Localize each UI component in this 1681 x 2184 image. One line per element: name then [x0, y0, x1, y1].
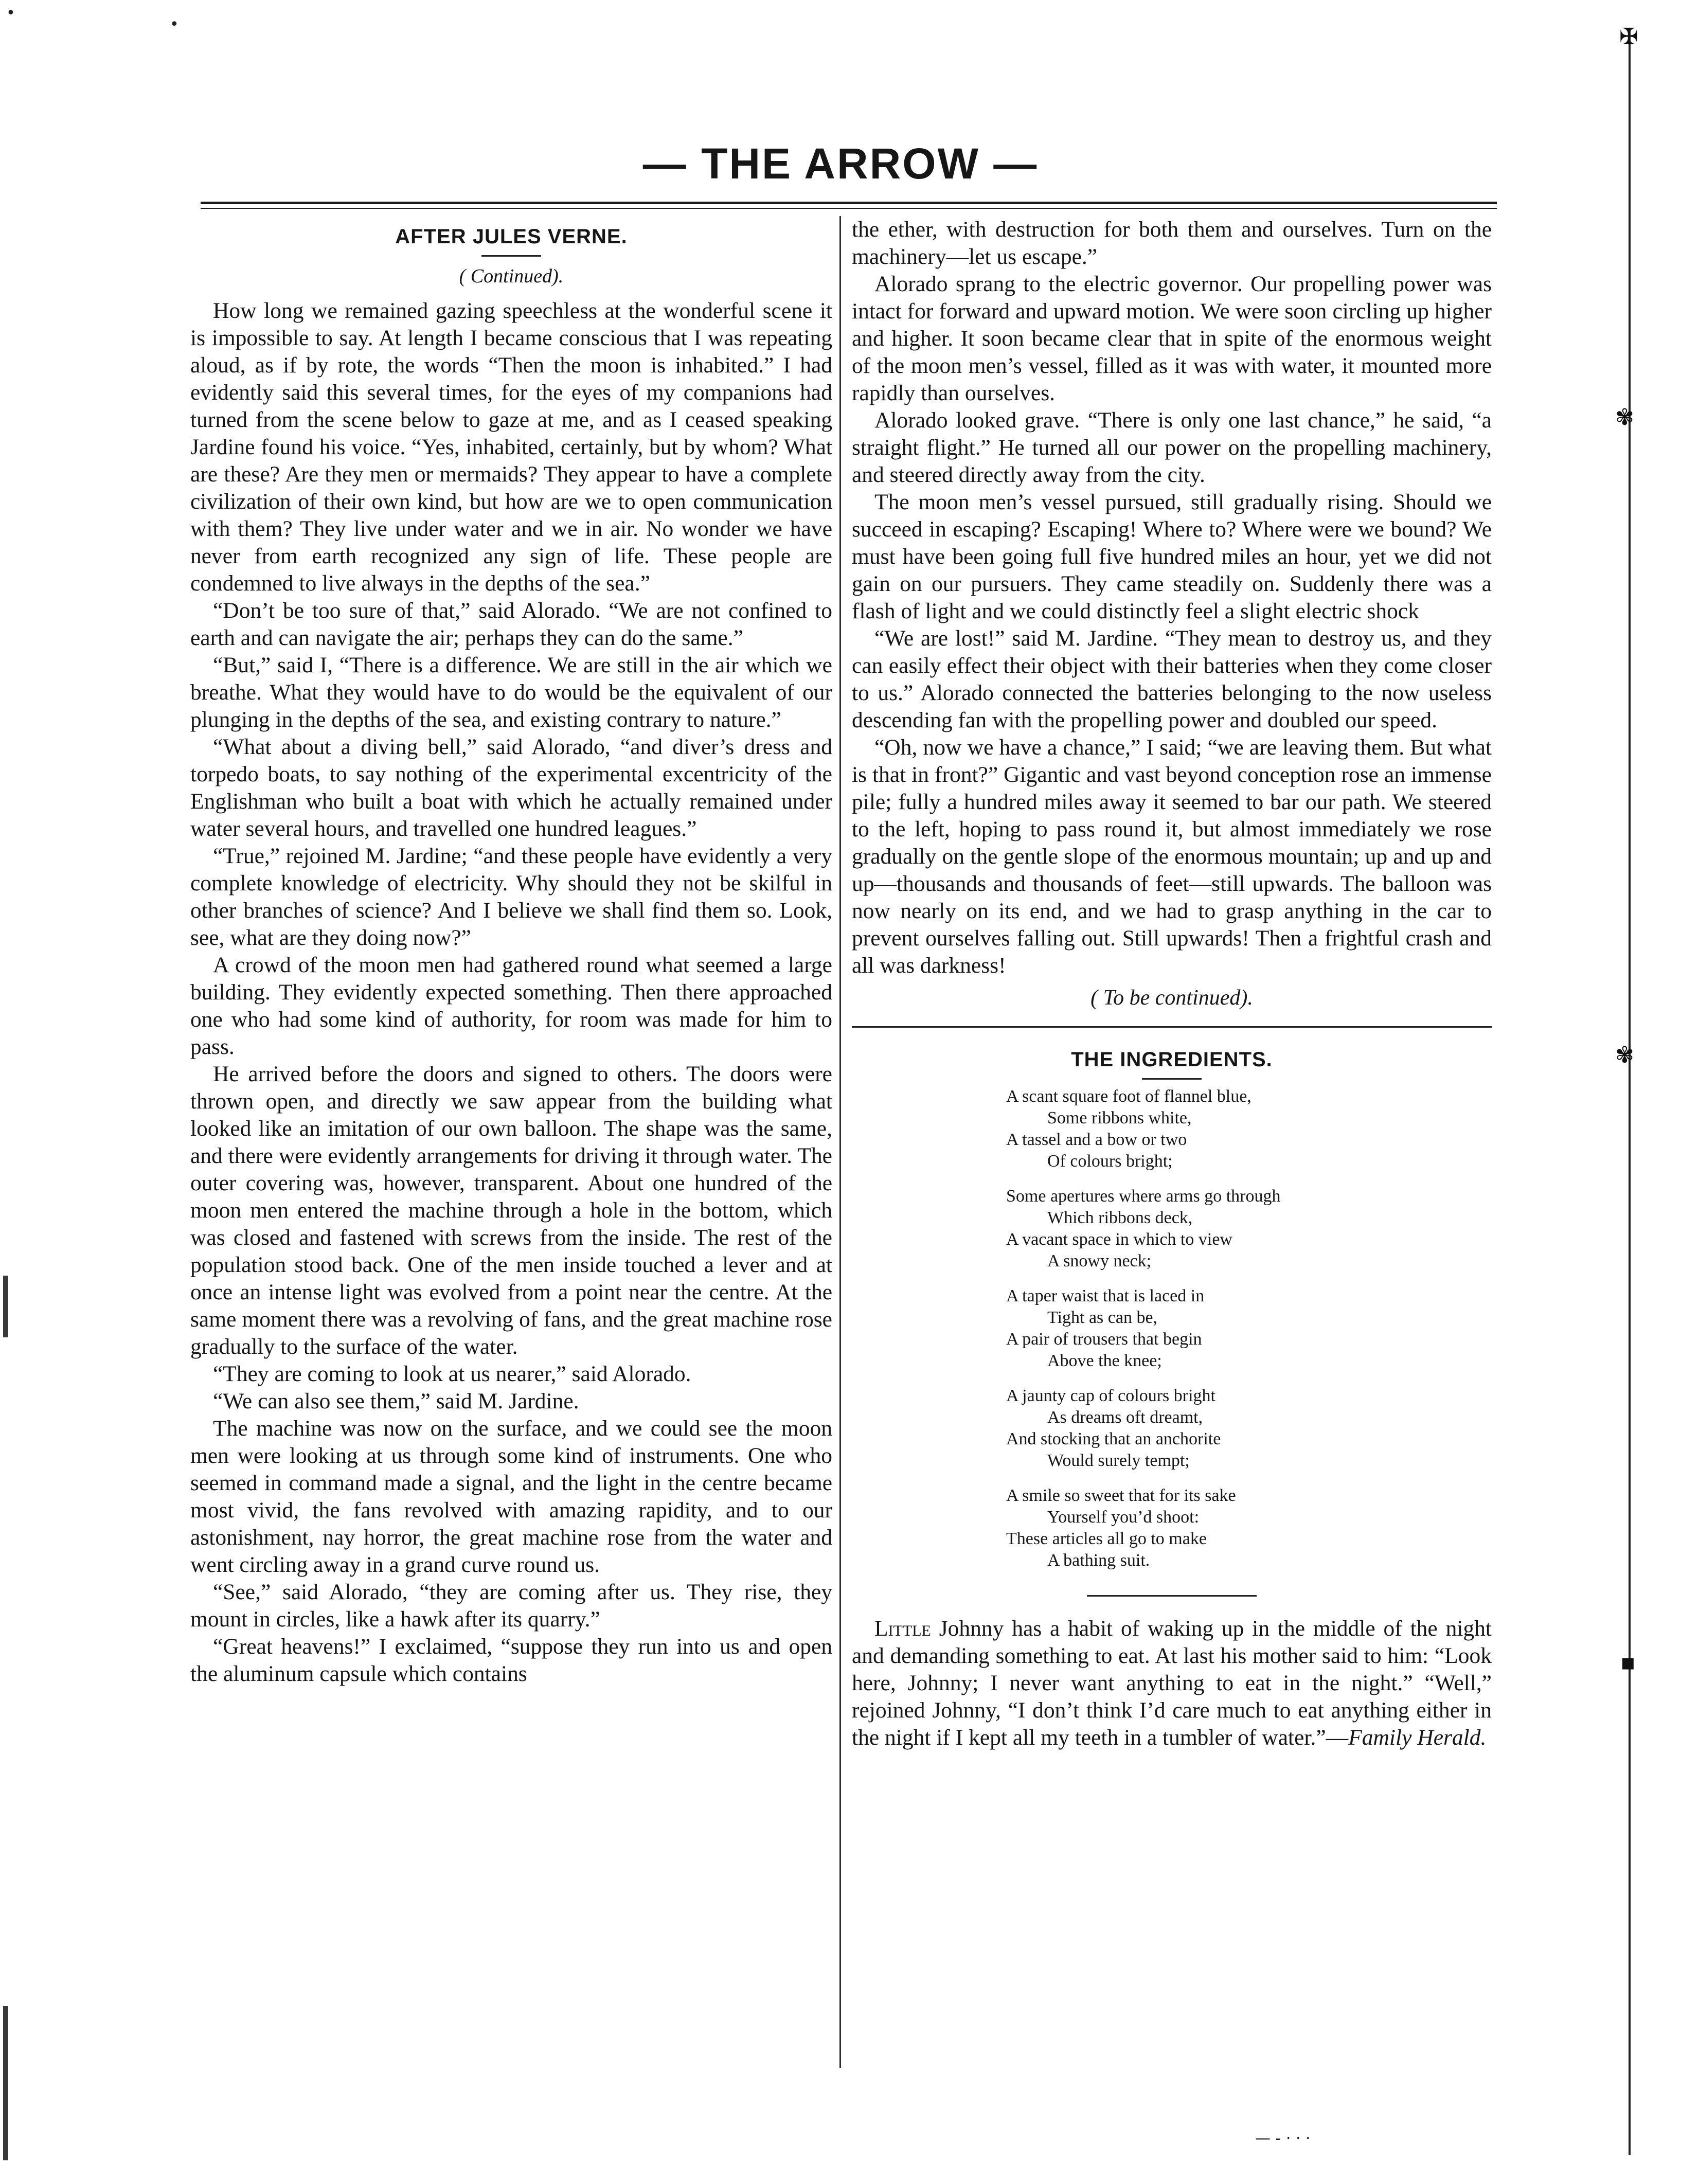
title-rule: [1142, 1078, 1202, 1080]
title-rule: [481, 255, 541, 257]
binding-ornament: ✾: [1615, 404, 1634, 431]
story-paragraph: “But,” said I, “There is a difference. We are still in the air which we breathe. What they would have to do would be the equivalent of our plunging in the depths of the sea, and existing contrary to nature.”: [190, 653, 832, 732]
story-paragraph: “Don’t be too sure of that,” said Alorado. “We are not confined to earth and can navigate the air; perhaps they can do the same.”: [190, 598, 832, 650]
section-rule: [1087, 1595, 1257, 1597]
story-paragraph-continuation: the ether, with destruction for both them and ourselves. Turn on the machinery—let us escape.”: [852, 217, 1492, 269]
story-paragraph: “What about a diving bell,” said Alorado, “and diver’s dress and torpedo boats, to say nothing of the experimental excentricity of the Englishman who built a boat with which he actually remained under water several hours, and travelled one hundred leagues.”: [190, 735, 832, 841]
masthead-rule-thin: [201, 208, 1497, 209]
binding-rule: [1629, 31, 1631, 2155]
story-paragraph: “Oh, now we have a chance,” I said; “we are leaving them. But what is that in front?” Gigantic and vast beyond conception rose an immense pile; fully a hundred miles away it seemed to bar our path. We steered to the left, hoping to pass round it, but almost immediately we rose gradually on the gentle slope of the enormous mountain; up and up and up—thousands and thousands of feet—still upwards. The balloon was now nearly on its end, and we had to grasp anything in the car to prevent ourselves falling out. Still upwards! Then a frightful crash and all was darkness!: [852, 735, 1492, 978]
poem-line: A bathing suit.: [1047, 1551, 1150, 1570]
story-paragraph: Alorado looked grave. “There is only one last chance,” he said, “a straight flight.” He turned all our power on the propelling machinery, and steered directly away from the city.: [852, 408, 1492, 487]
masthead-rule: [201, 202, 1497, 204]
scan-dash: — - · · ·: [1255, 2129, 1311, 2147]
scan-edge-left: [3, 1276, 8, 1337]
story-paragraph: The moon men’s vessel pursued, still gradually rising. Should we succeed in escaping? Escaping! Where to? Where were we bound? We must have been going full five hundred miles an hour, yet we did not gain on our pursuers. They came steadily on. Suddenly there was a flash of light and we could distinctly feel a slight electric shock: [852, 490, 1492, 623]
story-paragraph: A crowd of the moon men had gathered round what seemed a large building. They evidently expected something. Then there approached one who had some kind of authority, for room was made for him to pass.: [190, 953, 832, 1059]
story-paragraph: How long we remained gazing speechless at the wonderful scene it is impossible to say. At length I became conscious that I was repeating aloud, as if by rote, the words “Then the moon is inhabited.” I had evidently said this several times, for the eyes of my companions had turned from the scene below to gaze at me, and as I ceased speaking Jardine found his voice. “Yes, inhabited, certainly, but by whom? What are these? Are they men or mermaids? They appear to have a complete civilization of their own kind, but how are we to open communication with them? They live under water and we in air. No wonder we have never from earth recognized any sign of life. These people are condemned to live always in the depths of the sea.”: [190, 298, 832, 596]
poem-stanza: [1006, 1485, 1492, 1571]
to-be-continued-note: ( To be continued).: [1090, 986, 1253, 1010]
story-paragraph: The machine was now on the surface, and we could see the moon men were looking at us through some kind of instruments. One who seemed in command made a signal, and the light in the centre became most vivid, the fans revolved with amazing rapidity, and to our astonishment, nay horror, the great machine rose from the water and went circling away in a grand curve round us.: [190, 1416, 832, 1577]
left-column: [190, 216, 832, 1688]
poem-line: A vacant space in which to view: [1006, 1230, 1232, 1249]
poem-line: And stocking that an anchorite: [1006, 1429, 1221, 1448]
poem-line: Yourself you’d shoot:: [1047, 1508, 1200, 1527]
story-paragraph: “See,” said Alorado, “they are coming after us. They rise, they mount in circles, like a hawk after its quarry.”: [190, 1580, 832, 1632]
poem-stanza: [1006, 1086, 1492, 1172]
story-paragraph: “We are lost!” said M. Jardine. “They mean to destroy us, and they can easily effect their object with their batteries when they come closer to us.” Alorado connected the batteries belonging to the now useless descending fan with the propelling power and doubled our speed.: [852, 626, 1492, 732]
story-paragraph: “They are coming to look at us nearer,” said Alorado.: [213, 1362, 691, 1386]
poem-line: Which ribbons deck,: [1047, 1208, 1193, 1227]
poem-line: A pair of trousers that begin: [1006, 1330, 1202, 1349]
poem-stanza: [1006, 1186, 1492, 1272]
story-paragraph: “Great heavens!” I exclaimed, “suppose they run into us and open the aluminum capsule which contains: [190, 1634, 832, 1686]
masthead: — THE ARROW —: [642, 139, 1039, 188]
poem-line: A tassel and a bow or two: [1006, 1130, 1187, 1149]
poem-title: THE INGREDIENTS.: [1071, 1048, 1273, 1071]
story-title: AFTER JULES VERNE.: [395, 225, 628, 248]
story-paragraph: “True,” rejoined M. Jardine; “and these people have evidently a very complete knowledge of electricity. Why should they not be skilful in other branches of science? And I believe we shall find them so. Look, see, what are they doing now?”: [190, 844, 832, 950]
story-paragraph: Alorado sprang to the electric governor. Our propelling power was intact for forward and upward motion. We were soon circling up higher and higher. It soon became clear that in spite of the enormous weight of the moon men’s vessel, filled as it was with water, it mounted more rapidly than ourselves.: [852, 272, 1492, 405]
binding-ornament: ✠: [1619, 24, 1638, 50]
anecdote-text: Johnny has a habit of waking up in the middle of the night and demanding something to eat. At last his mother said to him: “Look here, Johnny; I never want anything to eat in the night.” “Well,” rejoined Johnny, “I don’t think I’d care much to eat anything either in the night if I kept all my teeth in a tumbler of water.”—: [852, 1616, 1492, 1750]
poem-line: Would surely tempt;: [1047, 1451, 1190, 1470]
poem-line: Of colours bright;: [1047, 1152, 1173, 1171]
anecdote-lead: Little: [874, 1616, 931, 1641]
binding-ornament: ✾: [1615, 1042, 1634, 1068]
scan-dot: •: [6, 4, 15, 22]
story-continued-note: ( Continued).: [459, 265, 564, 287]
story-paragraph: He arrived before the doors and signed to others. The doors were thrown open, and directly we saw appear from the building what looked like an imitation of our own balloon. The shape was the same, and there were evidently arrangements for driving it through water. The outer covering was, however, transparent. About one hundred of the moon men entered the machine through a hole in the bottom, which was closed and fastened with screws from the inside. The rest of the population stood back. One of the men inside touched a lever and at once an intense light was evolved from a point near the centre. At the same moment there was a revolving of fans, and the great machine rose gradually to the surface of the water.: [190, 1062, 832, 1359]
column-divider: [839, 216, 841, 2068]
anecdote-paragraph: [852, 1615, 1492, 1751]
poem-line: These articles all go to make: [1006, 1529, 1207, 1548]
right-column: [852, 216, 1492, 1751]
poem-line: A jaunty cap of colours bright: [1006, 1386, 1215, 1405]
poem-line: Some apertures where arms go through: [1006, 1187, 1281, 1206]
poem-line: A smile so sweet that for its sake: [1006, 1486, 1236, 1505]
section-rule: [852, 1026, 1492, 1028]
scan-dot: •: [170, 15, 179, 33]
poem-line: As dreams oft dreamt,: [1047, 1408, 1203, 1427]
poem-line: Some ribbons white,: [1047, 1108, 1192, 1127]
poem-line: Tight as can be,: [1047, 1308, 1158, 1327]
poem-line: Above the knee;: [1047, 1351, 1162, 1370]
poem-line: A scant square foot of flannel blue,: [1006, 1087, 1251, 1106]
scan-edge-left: [3, 2006, 8, 2160]
anecdote-source: Family Herald.: [1348, 1725, 1487, 1750]
poem: [852, 1086, 1492, 1571]
poem-line: A snowy neck;: [1047, 1251, 1152, 1270]
story-paragraph: “We can also see them,” said M. Jardine.: [213, 1389, 579, 1413]
poem-stanza: [1006, 1385, 1492, 1472]
poem-stanza: [1006, 1285, 1492, 1372]
poem-line: A taper waist that is laced in: [1006, 1286, 1205, 1305]
binding-ornament: ▪: [1620, 1649, 1636, 1675]
